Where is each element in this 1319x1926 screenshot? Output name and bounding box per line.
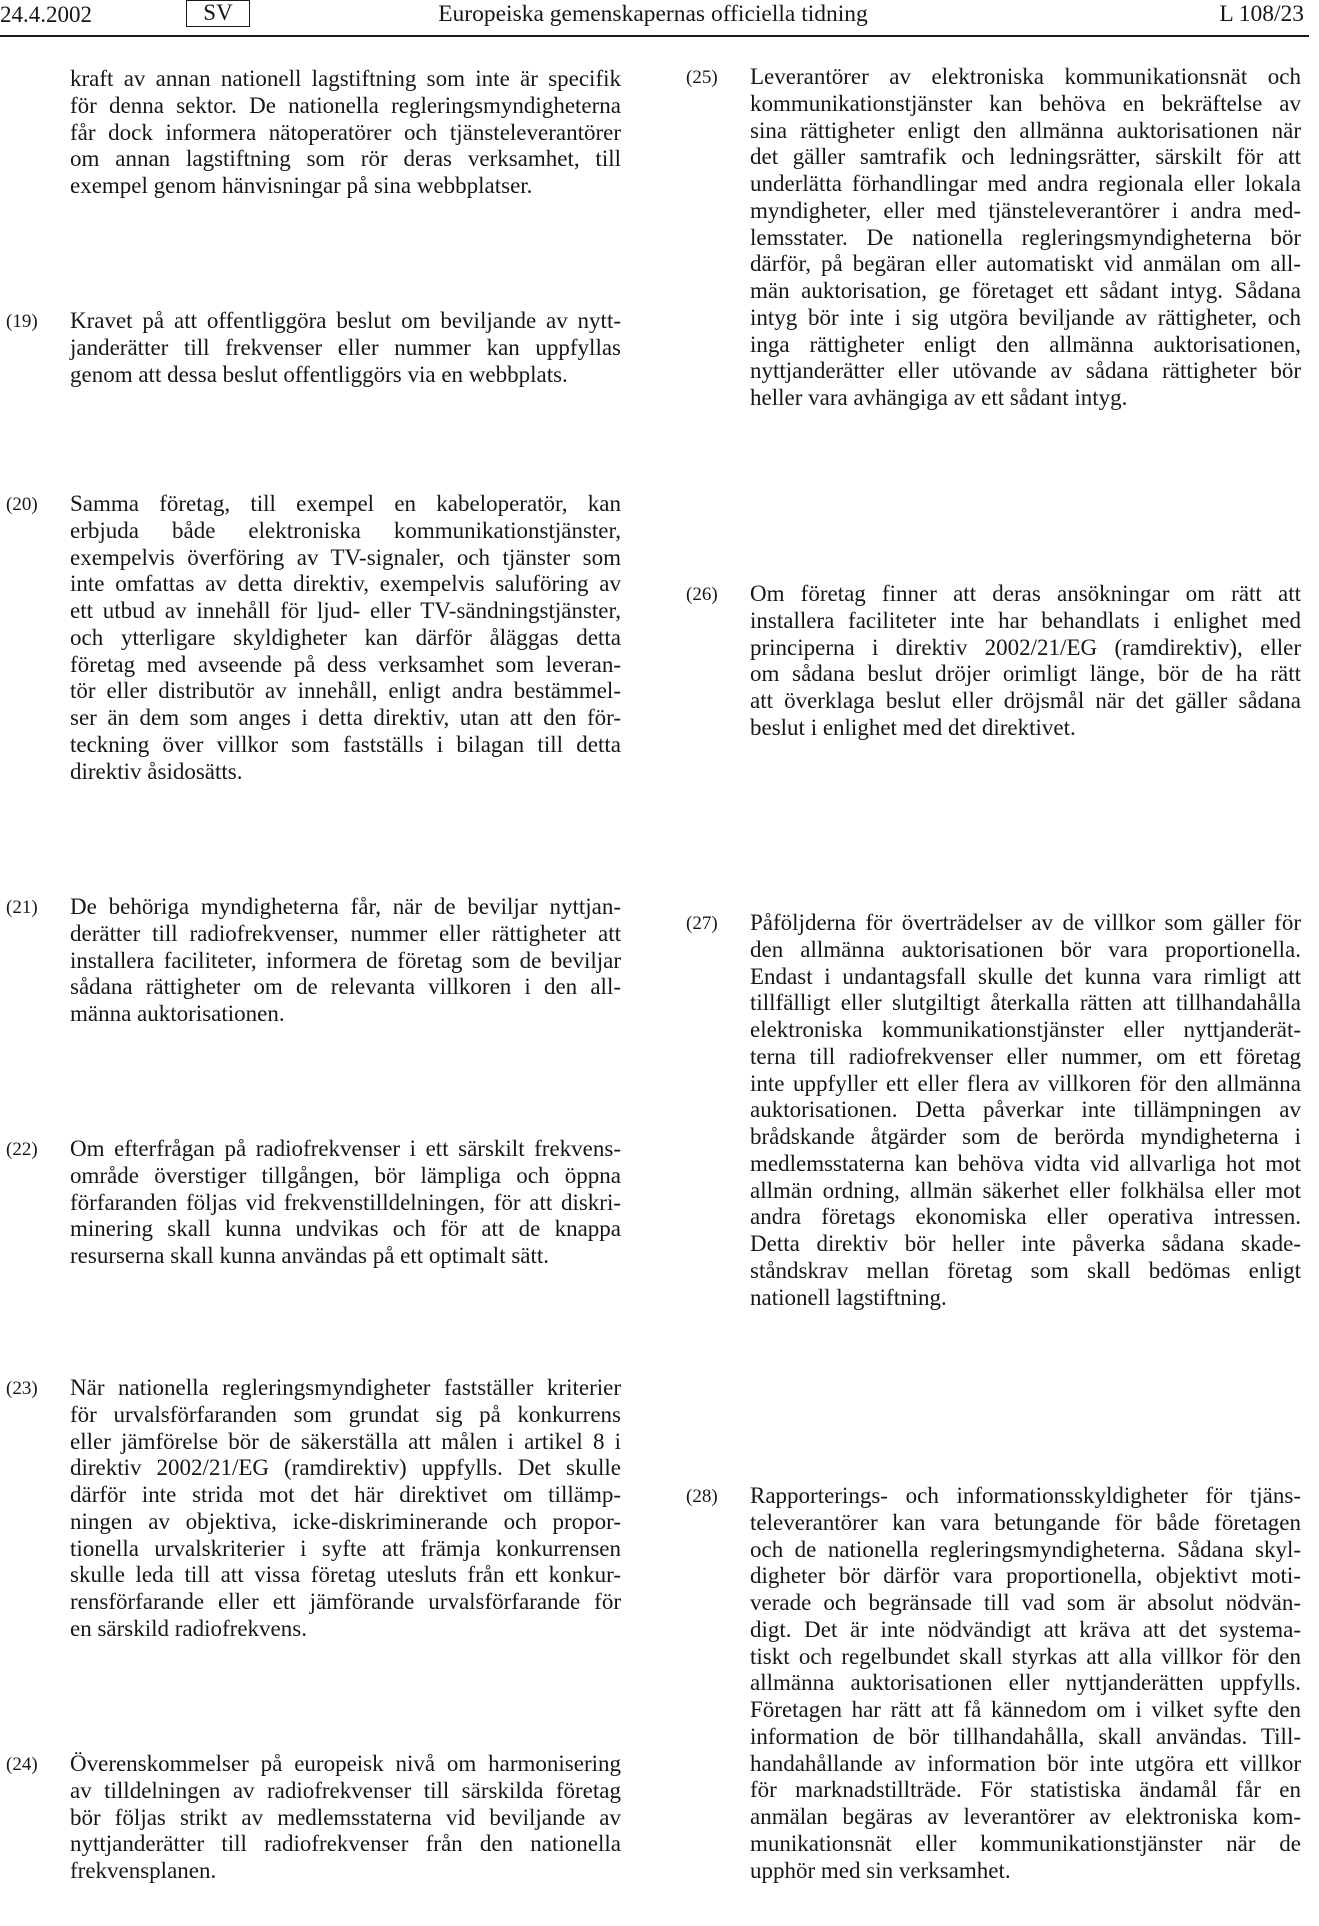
text-line: ståndskrav mellan företag som skall bedömas enligt xyxy=(750,1257,1301,1283)
text-line: exempel genom hänvisningar på sina webbplatser. xyxy=(70,173,533,198)
text-line: upphör med sin verksamhet. xyxy=(750,1857,1011,1883)
text-line: digt. Det är inte nödvändigt att kräva att det systema- xyxy=(750,1616,1301,1642)
text-line: tiskt och regelbundet skall styrkas att alla villkor för den xyxy=(750,1643,1301,1669)
text-line: män auktorisation, ge företaget ett sådant intyg. Sådana xyxy=(750,278,1301,303)
text-line: område överstiger tillgången, bör lämpliga och öppna xyxy=(70,1162,621,1188)
text-line: janderätter till frekvenser eller nummer kan uppfyllas xyxy=(70,334,621,360)
text-line: resurserna skall kunna användas på ett optimalt sätt. xyxy=(70,1243,550,1268)
text-line: sådana rättigheter om de relevanta villkoren i den all- xyxy=(70,974,621,1000)
text-line: Kravet på att offentliggöra beslut om beviljande av nytt- xyxy=(70,308,621,333)
text-line: för urvalsförfaranden som grundat sig på konkurrens xyxy=(70,1401,621,1427)
paragraph-text xyxy=(750,910,1301,1311)
text-line: Företagen har rätt att få kännedom om i vilket syfte den xyxy=(750,1697,1301,1722)
text-line: minering skall kunna undvikas och för att de knappa xyxy=(70,1216,621,1242)
text-line: den allmänna auktorisationen bör vara proportionella. xyxy=(750,936,1301,962)
paragraph-text xyxy=(70,66,621,200)
text-line: direktiv 2002/21/EG (ramdirektiv) uppfylls. Det skulle xyxy=(70,1455,621,1481)
text-line: principerna i direktiv 2002/21/EG (ramdirektiv), eller xyxy=(750,634,1301,660)
page-reference: L 108/23 xyxy=(1219,1,1304,27)
text-line: installera faciliteter inte har behandlats i enlighet med xyxy=(750,607,1301,633)
text-line: för denna sektor. De nationella regleringsmyndigheterna xyxy=(70,92,621,118)
text-line: Endast i undantagsfall skulle det kunna vara rimligt att xyxy=(750,963,1301,989)
text-line: terna till radiofrekvenser eller nummer, om ett företag xyxy=(750,1043,1301,1069)
text-line: att överklaga beslut eller dröjsmål när det gäller sådana xyxy=(750,688,1301,713)
text-line: medlemsstaterna kan behöva vidta vid allvarliga hot mot xyxy=(750,1150,1301,1176)
text-line: lemsstater. De nationella regleringsmyndigheterna bör xyxy=(750,224,1301,250)
text-line: De behöriga myndigheterna får, när de beviljar nyttjan- xyxy=(70,894,621,919)
text-line: männa auktorisationen. xyxy=(70,1001,285,1026)
text-line: anmälan begäras av leverantörer av elektroniska kom- xyxy=(750,1804,1301,1829)
text-line: därför inte strida mot det här direktivet om tillämp- xyxy=(70,1482,621,1507)
text-line: allmänna auktorisationen eller nyttjanderätten uppfylls. xyxy=(750,1670,1301,1696)
text-line: kommunikationstjänster kan behöva en bekräftelse av xyxy=(750,90,1301,116)
text-line: och ytterligare skyldigheter kan därför åläggas detta xyxy=(70,624,621,650)
text-line: myndigheter, eller med tjänsteleverantörer i andra med- xyxy=(750,197,1301,223)
recital-number: (27) xyxy=(686,913,718,934)
text-line: allmän ordning, allmän säkerhet eller folkhälsa eller mot xyxy=(750,1177,1301,1203)
text-line: för marknadstillträde. För statistiska ändamål får en xyxy=(750,1777,1301,1803)
text-line: och de nationella regleringsmyndigheterna. Sådana skyl- xyxy=(750,1536,1301,1562)
journal-title: Europeiska gemenskapernas officiella tidning xyxy=(438,1,868,27)
text-line: eller jämförelse bör de säkerställa att målen i artikel 8 i xyxy=(70,1428,621,1454)
text-line: nationell lagstiftning. xyxy=(750,1284,947,1310)
text-line: munikationsnät eller kommunikationstjänster när de xyxy=(750,1830,1301,1856)
text-line: tionella urvalskriterier i syfte att främja konkurrensen xyxy=(70,1535,621,1561)
text-line: frekvensplanen. xyxy=(70,1858,217,1883)
text-line: auktorisationen. Detta påverkar inte tillämpningen av xyxy=(750,1097,1301,1123)
text-line: Om efterfrågan på radiofrekvenser i ett särskilt frekvens- xyxy=(70,1136,621,1161)
text-line: Påföljderna för överträdelser av de villkor som gäller för xyxy=(750,910,1301,935)
text-line: inte uppfyller ett eller flera av villkoren för den allmänna xyxy=(750,1070,1301,1096)
text-line: av tilldelningen av radiofrekvenser till särskilda företag xyxy=(70,1777,621,1803)
text-line: brådskande åtgärder som de berörda myndigheterna i xyxy=(750,1124,1301,1149)
text-line: intyg bör inte i sig utgöra beviljande av rättigheter, och xyxy=(750,304,1301,330)
text-line: televerantörer kan vara betungande för både företagen xyxy=(750,1509,1301,1535)
recital-number: (25) xyxy=(686,67,718,88)
text-line: erbjuda både elektroniska kommunikationstjänster, xyxy=(70,517,621,543)
text-line: får dock informera nätoperatörer och tjänsteleverantörer xyxy=(70,119,621,145)
text-line: skulle leda till att vissa företag utesluts från ett konkur- xyxy=(70,1562,621,1588)
text-line: digheter bör därför vara proportionella, objektivt moti- xyxy=(750,1563,1301,1589)
paragraph-text xyxy=(70,1136,621,1270)
text-line: beslut i enlighet med det direktivet. xyxy=(750,714,1076,740)
text-line: nyttjanderätter till radiofrekvenser från den nationella xyxy=(70,1831,621,1857)
text-line: Samma företag, till exempel en kabeloperatör, kan xyxy=(70,491,621,516)
text-line: Detta direktiv bör heller inte påverka sådana skade- xyxy=(750,1231,1301,1256)
text-line: inga rättigheter enligt den allmänna auktorisationen, xyxy=(750,331,1301,357)
recital-number: (24) xyxy=(6,1754,38,1775)
text-line: underlätta förhandlingar med andra regionala eller lokala xyxy=(750,171,1301,196)
text-line: tillfälligt eller slutgiltigt återkalla rätten att tillhandahålla xyxy=(750,990,1301,1016)
text-line: därför, på begäran eller automatiskt vid anmälan om all- xyxy=(750,251,1301,277)
text-line: teckning över villkor som fastställs i bilagan till detta xyxy=(70,731,621,757)
text-line: information de bör tillhandahålla, skall användas. Till- xyxy=(750,1723,1301,1749)
text-line: ett utbud av innehåll för ljud- eller TV-sändningstjänster, xyxy=(70,598,621,623)
publication-date: 24.4.2002 xyxy=(0,2,92,27)
recital-number: (28) xyxy=(686,1486,718,1507)
paragraph-text xyxy=(750,581,1301,742)
text-line: När nationella regleringsmyndigheter fastställer kriterier xyxy=(70,1375,621,1400)
text-line: en särskild radiofrekvens. xyxy=(70,1615,307,1641)
text-line: installera faciliteter, informera de företag som de beviljar xyxy=(70,947,621,973)
text-line: handahållande av information bör inte utgöra ett villkor xyxy=(750,1750,1301,1776)
paragraph-text xyxy=(750,64,1301,412)
text-line: exempelvis överföring av TV-signaler, och tjänster som xyxy=(70,544,621,570)
text-line: elektroniska kommunikationstjänster eller nyttjanderät- xyxy=(750,1017,1301,1042)
header-rule xyxy=(0,35,1309,37)
text-line: Överenskommelser på europeisk nivå om harmonisering xyxy=(70,1751,621,1776)
paragraph-text xyxy=(70,1751,621,1885)
recital-number: (21) xyxy=(6,897,38,918)
text-line: det gäller samtrafik och ledningsrätter, särskilt för att xyxy=(750,144,1301,170)
language-code-box: SV xyxy=(186,0,250,27)
text-line: verade och begränsade till vad som är absolut nödvän- xyxy=(750,1590,1301,1615)
recital-number: (26) xyxy=(686,584,718,605)
text-line: Leverantörer av elektroniska kommunikationsnät och xyxy=(750,64,1301,89)
text-line: om annan lagstiftning som rör deras verksamhet, till xyxy=(70,146,621,172)
recital-number: (19) xyxy=(6,311,38,332)
text-line: genom att dessa beslut offentliggörs via en webbplats. xyxy=(70,361,568,387)
text-line: derätter till radiofrekvenser, nummer eller rättigheter att xyxy=(70,920,621,946)
paragraph-text xyxy=(70,1375,621,1643)
recital-number: (22) xyxy=(6,1139,38,1160)
text-line: rensförfarande eller ett jämförande urvalsförfarande för xyxy=(70,1589,621,1614)
paragraph-text xyxy=(70,308,621,388)
text-line: direktiv åsidosätts. xyxy=(70,758,243,784)
recital-number: (23) xyxy=(6,1378,38,1399)
text-line: tör eller distributör av innehåll, enligt andra bestämmel- xyxy=(70,678,621,704)
text-line: andra företags ekonomiska eller operativa intressen. xyxy=(750,1204,1301,1230)
text-line: heller vara avhängiga av ett sådant intyg. xyxy=(750,385,1128,410)
text-line: företag med avseende på dess verksamhet som leveran- xyxy=(70,651,621,677)
text-line: sina rättigheter enligt den allmänna auktorisationen när xyxy=(750,117,1301,143)
paragraph-text xyxy=(70,491,621,785)
text-line: nyttjanderätter eller utövande av sådana rättigheter bör xyxy=(750,358,1301,384)
text-line: inte omfattas av detta direktiv, exempelvis saluföring av xyxy=(70,571,621,597)
paragraph-text xyxy=(750,1483,1301,1884)
text-line: ningen av objektiva, icke-diskriminerande och propor- xyxy=(70,1508,621,1534)
text-line: Rapporterings- och informationsskyldigheter för tjäns- xyxy=(750,1483,1301,1508)
text-line: bör följas strikt av medlemsstaterna vid beviljande av xyxy=(70,1804,621,1830)
text-line: om sådana beslut dröjer orimligt länge, bör de ha rätt xyxy=(750,661,1301,687)
paragraph-text xyxy=(70,894,621,1028)
page-header xyxy=(0,0,1319,40)
recital-number: (20) xyxy=(6,494,38,515)
text-line: förfaranden följas vid frekvenstilldelningen, för att diskri- xyxy=(70,1189,621,1215)
text-line: Om företag finner att deras ansökningar om rätt att xyxy=(750,581,1301,606)
text-line: ser än dem som anges i detta direktiv, utan att den för- xyxy=(70,705,621,730)
text-line: kraft av annan nationell lagstiftning som inte är specifik xyxy=(70,66,621,91)
